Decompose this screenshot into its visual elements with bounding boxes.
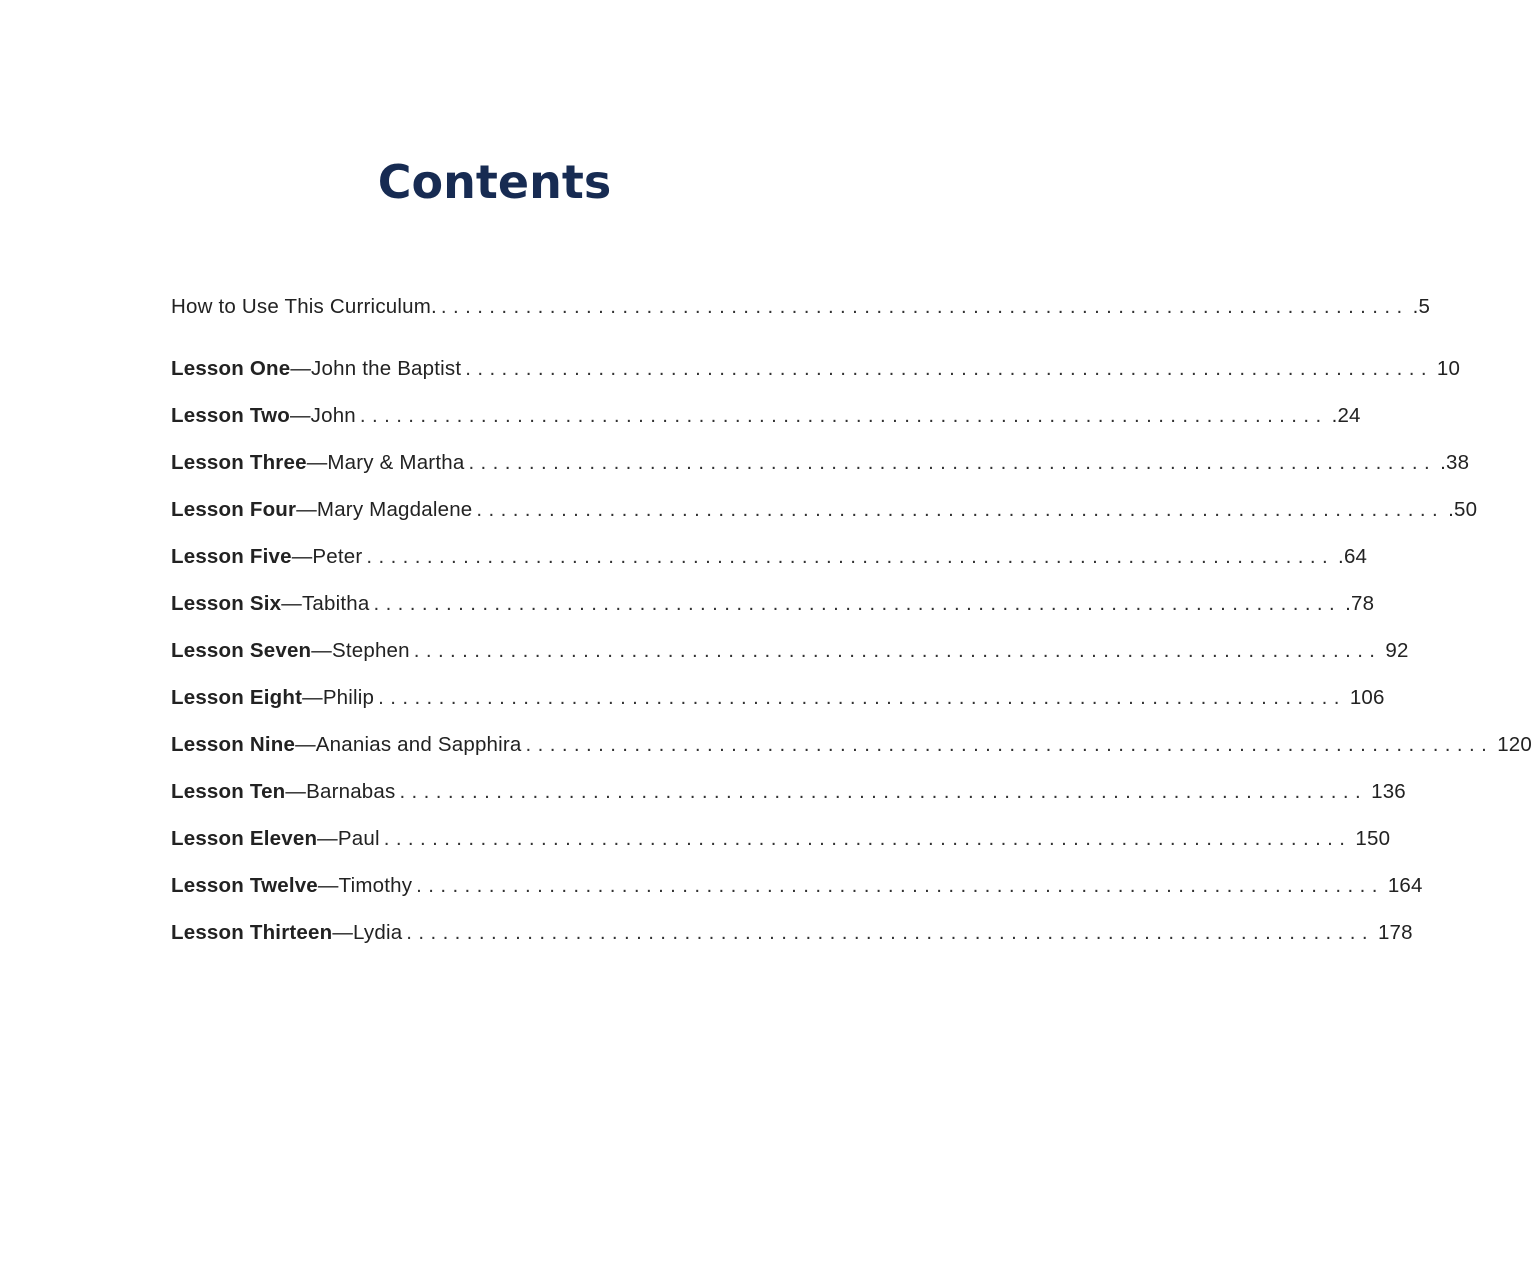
em-dash: —	[291, 545, 313, 568]
toc-entry-page: 164	[1387, 874, 1423, 897]
toc-entry-page: 178	[1377, 921, 1413, 944]
toc-entry-lesson-13[interactable]	[171, 918, 1413, 965]
lesson-number: Lesson Five	[171, 545, 292, 568]
em-dash: —	[332, 921, 354, 944]
dot-leader: ................................................................................	[413, 639, 1382, 662]
dot-leader: ................................................................................	[359, 404, 1328, 427]
lesson-title: Peter	[312, 545, 363, 568]
toc-entry-lesson-5[interactable]	[171, 542, 1368, 589]
lesson-number: Lesson Six	[171, 592, 282, 615]
toc-entry-lesson-4[interactable]	[171, 495, 1478, 542]
lesson-number: Lesson One	[171, 357, 291, 380]
lesson-title: Tabitha	[301, 592, 370, 615]
em-dash: —	[317, 874, 339, 897]
lesson-title: Ananias and Sapphira	[315, 733, 522, 756]
em-dash: —	[317, 827, 338, 850]
toc-entry-lesson-3[interactable]	[171, 448, 1470, 495]
toc-entry-label	[171, 589, 369, 619]
dot-leader: ................................................................................	[416, 874, 1384, 897]
em-dash: —	[306, 451, 328, 474]
em-dash: —	[296, 498, 317, 521]
dot-leader: ................................................................................	[525, 733, 1494, 756]
dot-leader: ................................................................................	[378, 686, 1346, 709]
toc-entry-label	[171, 495, 472, 525]
toc-entry-page: 120	[1497, 733, 1532, 756]
lesson-number: Lesson Four	[171, 498, 297, 521]
lesson-title: Timothy	[338, 874, 413, 897]
lesson-number: Lesson Nine	[171, 733, 296, 756]
toc-entry-lesson-12[interactable]	[171, 871, 1423, 918]
lesson-number: Lesson Twelve	[171, 874, 318, 897]
toc-entry-label	[171, 448, 464, 478]
em-dash: —	[289, 404, 311, 427]
lesson-number: Lesson Eleven	[171, 827, 318, 850]
toc-entry-page: 136	[1371, 780, 1406, 803]
em-dash: —	[285, 780, 307, 803]
toc-entry-page: .50	[1448, 498, 1478, 521]
toc-entry-lesson-8[interactable]	[171, 683, 1385, 730]
lesson-number: Lesson Three	[171, 451, 307, 474]
dot-leader: ................................................................................	[465, 357, 1433, 380]
toc-entry-lesson-2[interactable]	[171, 401, 1361, 448]
toc-entry-page: 150	[1355, 827, 1391, 850]
lesson-title: Stephen	[331, 639, 410, 662]
toc-entry-label	[171, 683, 374, 713]
lesson-number: Lesson Eight	[171, 686, 303, 709]
dot-leader: ................................................................................	[366, 545, 1335, 568]
toc-entry-label	[171, 777, 395, 807]
toc-entry-page: 92	[1385, 639, 1409, 662]
toc-entry-label	[171, 918, 402, 948]
lesson-title: Mary Magdalene	[316, 498, 473, 521]
em-dash: —	[290, 357, 312, 380]
toc-entry-page: 10	[1436, 357, 1461, 380]
toc-entry-lesson-1[interactable]	[171, 354, 1461, 401]
lesson-title: Mary & Martha	[327, 451, 465, 474]
lesson-number: Lesson Seven	[171, 639, 312, 662]
lesson-title: Barnabas	[306, 780, 396, 803]
toc-entry-label	[171, 354, 461, 384]
lesson-title: John	[310, 404, 356, 427]
toc-entry-label	[171, 871, 412, 901]
table-of-contents	[171, 292, 1532, 965]
toc-entry-page: .78	[1345, 592, 1375, 615]
toc-entry-how-to-use[interactable]	[171, 292, 1431, 354]
toc-entry-page: .5	[1412, 295, 1431, 318]
dot-leader: ................................................................................	[476, 498, 1445, 521]
lesson-number: Lesson Two	[171, 404, 290, 427]
dot-leader: ................................................................................	[383, 827, 1352, 850]
lesson-title: John the Baptist	[311, 357, 462, 380]
em-dash: —	[302, 686, 323, 709]
em-dash: —	[295, 733, 316, 756]
toc-entry-lesson-7[interactable]	[171, 636, 1409, 683]
dot-leader: ................................................................................	[406, 921, 1374, 944]
toc-entry-lesson-6[interactable]	[171, 589, 1375, 636]
toc-entry-page: .24	[1331, 404, 1361, 427]
lesson-number: Lesson Thirteen	[171, 921, 333, 944]
toc-entry-page: .38	[1440, 451, 1470, 474]
dot-leader: ................................................................................	[440, 295, 1409, 318]
lesson-number: Lesson Ten	[171, 780, 286, 803]
toc-entry-label	[171, 730, 522, 760]
dot-leader: ................................................................................	[399, 780, 1368, 803]
dot-leader: ................................................................................	[468, 451, 1437, 474]
toc-entry-lesson-10[interactable]	[171, 777, 1406, 824]
toc-entry-label	[171, 542, 362, 572]
toc-entry-page: .64	[1338, 545, 1368, 568]
lesson-title: Lydia	[353, 921, 403, 944]
em-dash: —	[281, 592, 302, 615]
toc-entry-lesson-9[interactable]	[171, 730, 1532, 777]
page-title: Contents	[377, 155, 612, 209]
toc-entry-lesson-11[interactable]	[171, 824, 1391, 871]
toc-entry-label	[171, 401, 356, 431]
dot-leader: ................................................................................	[373, 592, 1342, 615]
toc-entry-label	[171, 636, 410, 666]
em-dash: —	[311, 639, 332, 662]
toc-entry-label: How to Use This Curriculum.	[171, 295, 437, 318]
toc-entry-label	[171, 824, 380, 854]
lesson-title: Paul	[337, 827, 380, 850]
toc-entry-page: 106	[1349, 686, 1385, 709]
lesson-title: Philip	[322, 686, 375, 709]
